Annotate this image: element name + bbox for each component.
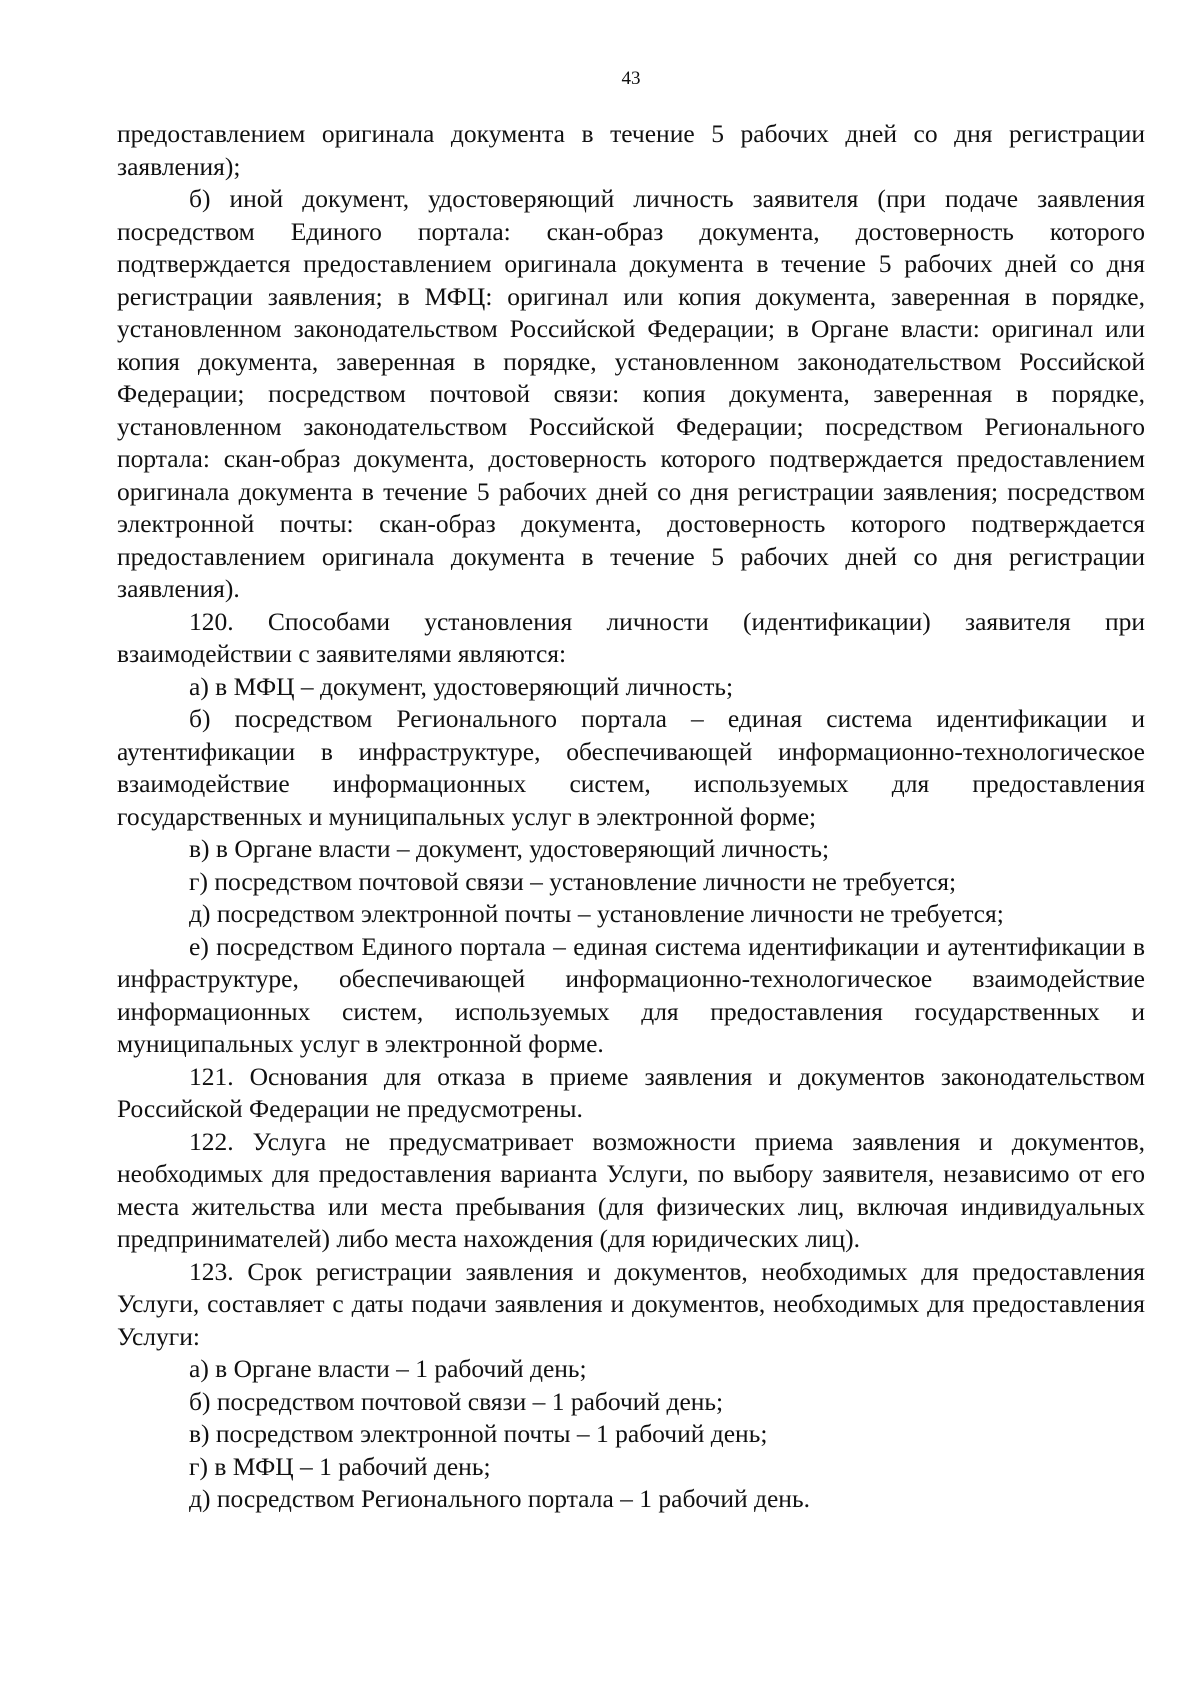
paragraph-123-v: в) посредством электронной почты – 1 рабочий день; <box>189 1419 768 1448</box>
paragraph-123: 123. Срок регистрации заявления и документов, необходимых для предоставления Услуги, составляет с даты подачи заявления и документов, необходимых для предоставления Услуги: <box>117 1256 1145 1351</box>
paragraph-continuation: предоставлением оригинала документа в течение 5 рабочих дней со дня регистрации заявления); <box>117 119 1145 181</box>
paragraph-120-d: д) посредством электронной почты – установление личности не требуется; <box>189 899 1004 928</box>
paragraph-120-v: в) в Органе власти – документ, удостоверяющий личность; <box>189 834 830 863</box>
paragraph-123-b: б) посредством почтовой связи – 1 рабочий день; <box>189 1386 724 1416</box>
document-body <box>117 118 1145 1516</box>
paragraph-123-d: д) посредством Регионального портала – 1 рабочий день. <box>189 1484 810 1513</box>
page-number: 43 <box>621 68 641 89</box>
paragraph-123-g: г) в МФЦ – 1 рабочий день; <box>189 1451 491 1481</box>
paragraph-121: 121. Основания для отказа в приеме заявления и документов законодательством Российской Федерации не предусмотрены. <box>117 1061 1145 1123</box>
paragraph-120-g: г) посредством почтовой связи – установление личности не требуется; <box>189 866 957 896</box>
paragraph-123-a: а) в Органе власти – 1 рабочий день; <box>189 1354 587 1383</box>
paragraph-120-e: е) посредством Единого портала – единая система идентификации и аутентификации в инфраструктуре, обеспечивающей информационно-технологическое взаимодействие информационных систем, используемых для предоставления государственных и муниципальных услуг в электронной форме. <box>117 931 1145 1058</box>
paragraph-item-b-identity-document: б) иной документ, удостоверяющий личность заявителя (при подаче заявления посредством Единого портала: скан-образ документа, достоверность которого подтверждается предоставлением оригинала документа в течение 5 рабочих дней со дня регистрации заявления; в МФЦ: оригинал или копия документа, заверенная в порядке, установленном законодательством Российской Федерации; в Органе власти: оригинал или копия документа, заверенная в порядке, установленном законодательством Российской Федерации; посредством почтовой связи: копия документа, заверенная в порядке, установленном законодательством Российской Федерации; посредством Регионального портала: скан-образ документа, достоверность которого подтверждается предоставлением оригинала документа в течение 5 рабочих дней со дня регистрации заявления; посредством электронной почты: скан-образ документа, достоверность которого подтверждается предоставлением оригинала документа в течение 5 рабочих дней со дня регистрации заявления). <box>117 184 1145 603</box>
paragraph-120-b: б) посредством Регионального портала – единая система идентификации и аутентификации в инфраструктуре, обеспечивающей информационно-технологическое взаимодействие информационных систем, используемых для предоставления государственных и муниципальных услуг в электронной форме; <box>117 704 1145 831</box>
paragraph-120: 120. Способами установления личности (идентификации) заявителя при взаимодействии с заявителями являются: <box>117 606 1145 668</box>
paragraph-120-a: а) в МФЦ – документ, удостоверяющий личность; <box>189 671 734 701</box>
paragraph-122: 122. Услуга не предусматривает возможности приема заявления и документов, необходимых для предоставления варианта Услуги, по выбору заявителя, независимо от его места жительства или места пребывания (для физических лиц, включая индивидуальных предпринимателей) либо места нахождения (для юридических лиц). <box>117 1126 1145 1253</box>
